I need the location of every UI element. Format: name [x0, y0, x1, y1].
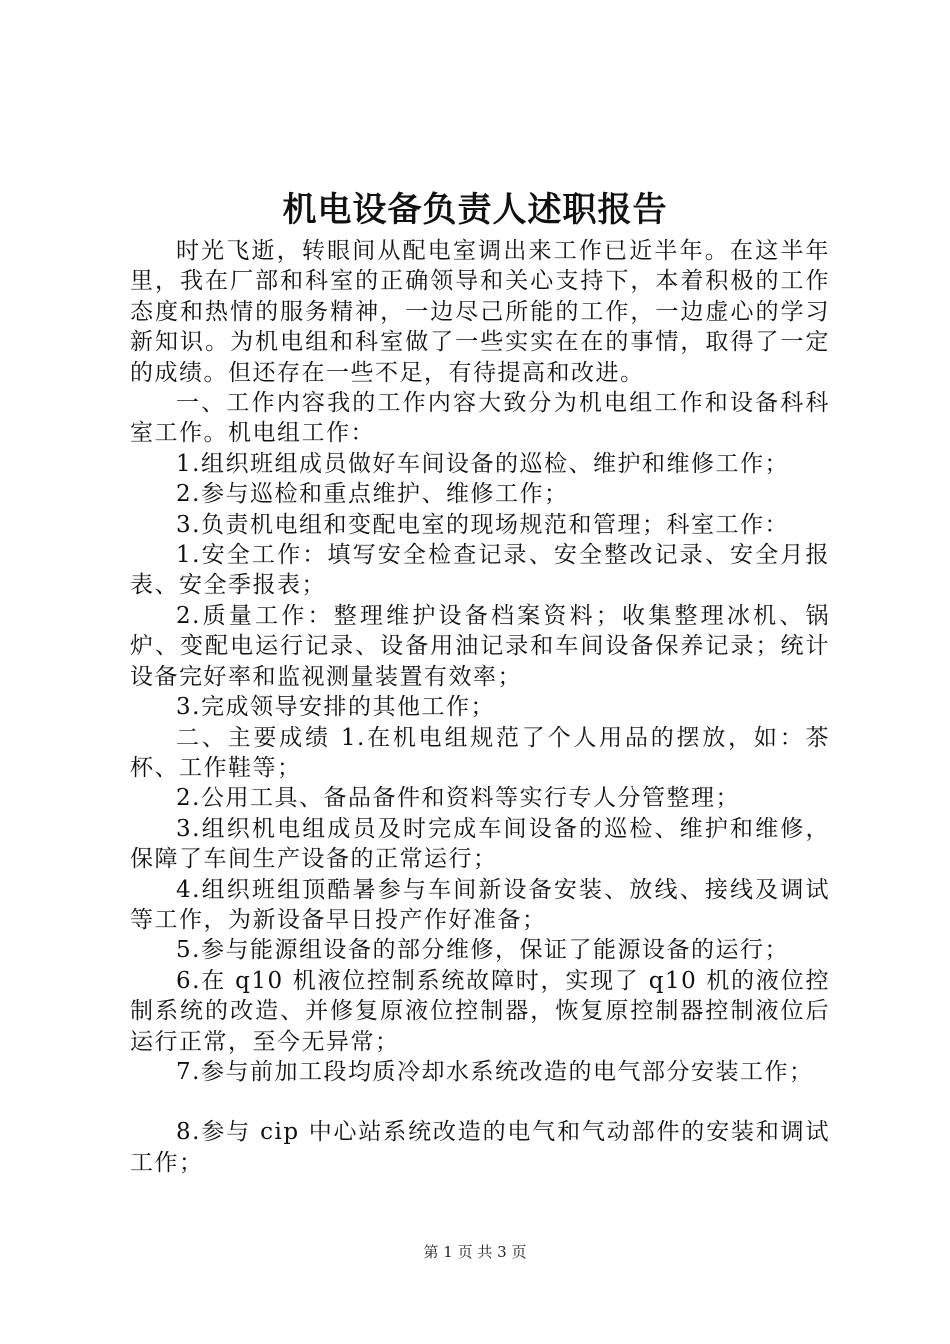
list-item: 3.完成领导安排的其他工作； [176, 694, 495, 721]
section-heading-work-content: 一、工作内容我的工作内容大致分为机电组工作和设备科科室工作。机电组工作： [130, 390, 830, 447]
intro-paragraph: 时光飞逝，转眼间从配电室调出来工作已近半年。在这半年里，我在厂部和科室的正确领导和关心支持下，本着积极的工作态度和热情的服务精神，一边尽己所能的工作，一边虚心的学习新知识。为机电组和科室做了一些实实在在的事情，取得了一定的成绩。但还存在一些不足，有待提高和改进。 [130, 238, 830, 386]
list-item: 3.负责机电组和变配电室的现场规范和管理；科室工作： [176, 511, 789, 538]
list-item: 1.安全工作：填写安全检查记录、安全整改记录、安全月报表、安全季报表； [130, 542, 830, 599]
list-item: 2.公用工具、备品备件和资料等实行专人分管整理； [176, 785, 740, 812]
list-item: 8.参与 cip 中心站系统改造的电气和气动部件的安装和调试工作； [130, 1119, 830, 1176]
list-item: 5.参与能源组设备的部分维修，保证了能源设备的运行； [176, 937, 789, 964]
section-heading-achievements: 二、主要成绩 1.在机电组规范了个人用品的摆放，如：茶杯、工作鞋等； [130, 724, 830, 781]
list-item: 1.组织班组成员做好车间设备的巡检、维护和维修工作； [176, 450, 789, 477]
document-title: 机电设备负责人述职报告 [282, 190, 668, 230]
document-body [130, 236, 830, 1178]
page-number-footer: 第 1 页 共 3 页 [423, 1243, 527, 1261]
list-item: 3.组织机电组成员及时完成车间设备的巡检、维护和维修，保障了车间生产设备的正常运行； [130, 815, 830, 873]
list-item: 6.在 q10 机液位控制系统故障时，实现了 q10 机的液位控制系统的改造、并修复原液位控制器，恢复原控制器控制液位后运行正常，至今无异常； [130, 967, 830, 1055]
list-item: 4.组织班组顶酷暑参与车间新设备安装、放线、接线及调试等工作，为新设备早日投产作好准备； [130, 876, 830, 933]
list-item: 2.质量工作：整理维护设备档案资料；收集整理冰机、锅炉、变配电运行记录、设备用油记录和车间设备保养记录；统计设备完好率和监视测量装置有效率； [130, 602, 830, 690]
list-item: 7.参与前加工段均质冷却水系统改造的电气部分安装工作； [176, 1058, 814, 1085]
list-item: 2.参与巡检和重点维护、维修工作； [176, 481, 569, 508]
